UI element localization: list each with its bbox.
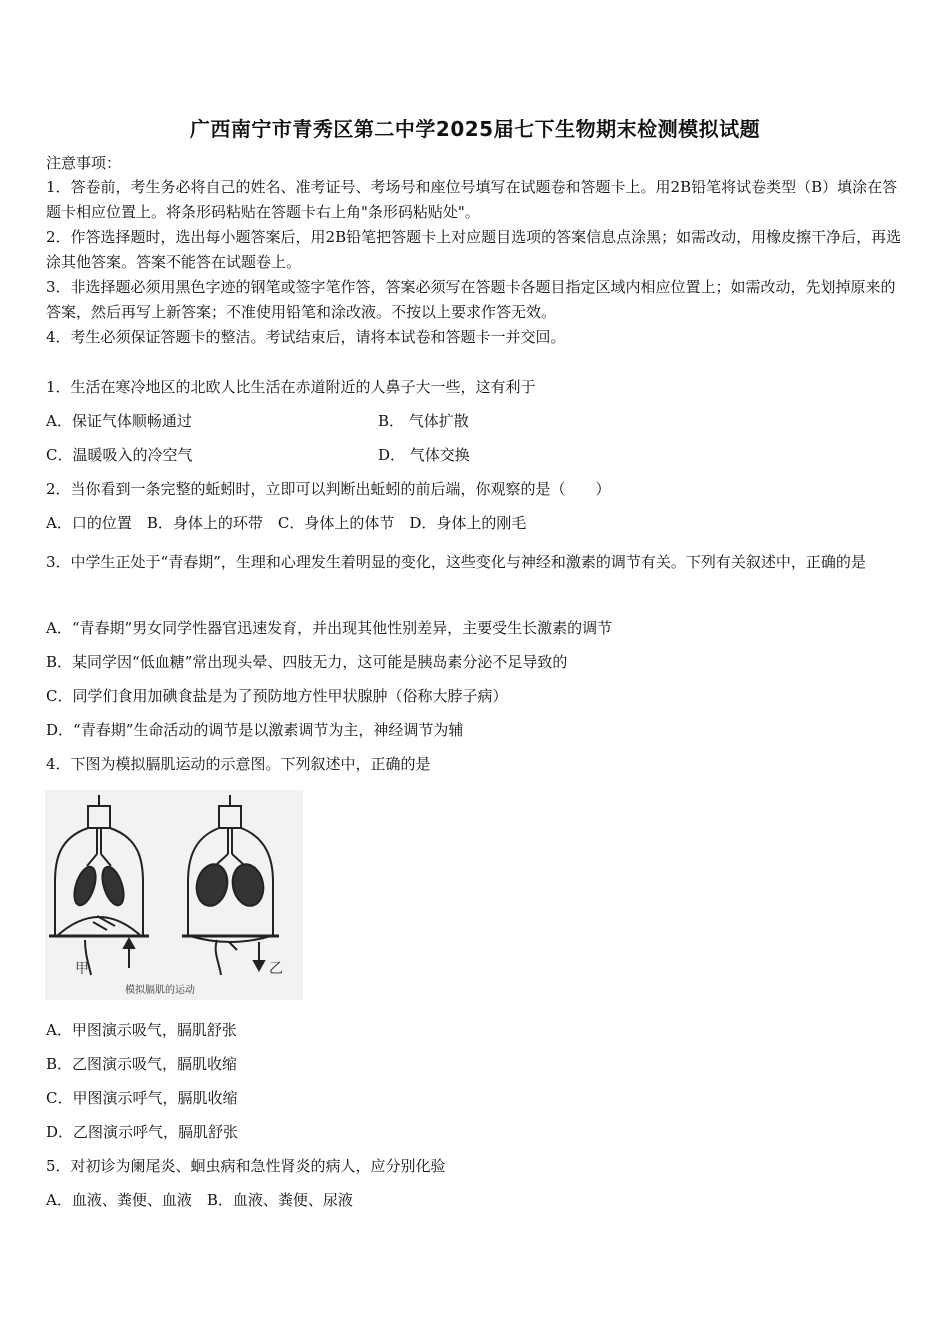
q3-option-a: A．“青春期”男女同学性器官迅速发育，并出现其他性别差异，主要受生长激素的调节 — [46, 619, 613, 637]
q4-option-c: C．甲图演示呼气，膈肌收缩 — [46, 1089, 238, 1107]
notice-item-2: 2．作答选择题时，选出每小题答案后，用2B铅笔把答题卡上对应题目选项的答案信息点涂黑；如需改动，用橡皮擦干净后，再选涂其他答案。答案不能答在试题卷上。 — [46, 228, 902, 271]
notice-item-1: 1．答卷前，考生务必将自己的姓名、准考证号、考场号和座位号填写在试题卷和答题卡上。用2B铅笔将试卷类型（B）填涂在答题卡相应位置上。将条形码粘贴在答题卡右上角"条形码粘贴处"。 — [46, 178, 898, 221]
q3-option-d: D．“青春期”生命活动的调节是以激素调节为主，神经调节为辅 — [46, 721, 464, 739]
q4-stem: 4．下图为模拟膈肌运动的示意图。下列叙述中，正确的是 — [46, 755, 431, 773]
q4-option-d: D．乙图演示呼气，膈肌舒张 — [46, 1123, 239, 1141]
q1-stem: 1．生活在寒冷地区的北欧人比生活在赤道附近的人鼻子大一些，这有利于 — [46, 378, 536, 396]
q4-option-b: B．乙图演示吸气，膈肌收缩 — [46, 1055, 238, 1073]
figure-label-left: 甲 — [75, 961, 89, 977]
notice-item-3: 3．非选择题必须用黑色字迹的钢笔或签字笔作答，答案必须写在答题卡各题目指定区域内相应位置上；如需改动，先划掉原来的答案，然后再写上新答案；不准使用铅笔和涂改液。不按以上要求作答无效。 — [46, 278, 896, 321]
q1-option-d: D． 气体交换 — [378, 446, 470, 464]
notice-item-4: 4．考生必须保证答题卡的整洁。考试结束后，请将本试卷和答题卡一并交回。 — [46, 328, 566, 346]
q5-options: A．血液、粪便、血液 B．血液、粪便、尿液 — [46, 1191, 353, 1209]
q1-option-b: B． 气体扩散 — [378, 412, 469, 430]
q1-option-a: A．保证气体顺畅通过 — [46, 412, 192, 430]
bell-jar-diagram — [45, 790, 303, 1000]
q2-options: A．口的位置 B．身体上的环带 C．身体上的体节 D．身体上的刚毛 — [46, 514, 527, 532]
q5-stem: 5．对初诊为阑尾炎、蛔虫病和急性肾炎的病人，应分别化验 — [46, 1157, 446, 1175]
diaphragm-model-figure — [45, 790, 303, 1000]
figure-caption: 模拟膈肌的运动 — [125, 985, 195, 996]
q1-option-c: C．温暖吸入的冷空气 — [46, 446, 193, 464]
q3-option-c: C．同学们食用加碘食盐是为了预防地方性甲状腺肿（俗称大脖子病） — [46, 687, 508, 705]
q2-stem: 2．当你看到一条完整的蚯蚓时，立即可以判断出蚯蚓的前后端，你观察的是（ ） — [46, 480, 611, 498]
page-title: 广西南宁市青秀区第二中学2025届七下生物期末检测模拟试题 — [189, 117, 761, 141]
q3-option-b: B．某同学因“低血糖”常出现头晕、四肢无力，这可能是胰岛素分泌不足导致的 — [46, 653, 568, 671]
q4-option-a: A．甲图演示吸气，膈肌舒张 — [46, 1021, 237, 1039]
q3-stem: 3．中学生正处于“青春期”，生理和心理发生着明显的变化，这些变化与神经和激素的调节有关。下列有关叙述中，正确的是 — [46, 553, 866, 571]
figure-label-right: 乙 — [269, 961, 283, 977]
notice-heading: 注意事项： — [46, 154, 122, 172]
